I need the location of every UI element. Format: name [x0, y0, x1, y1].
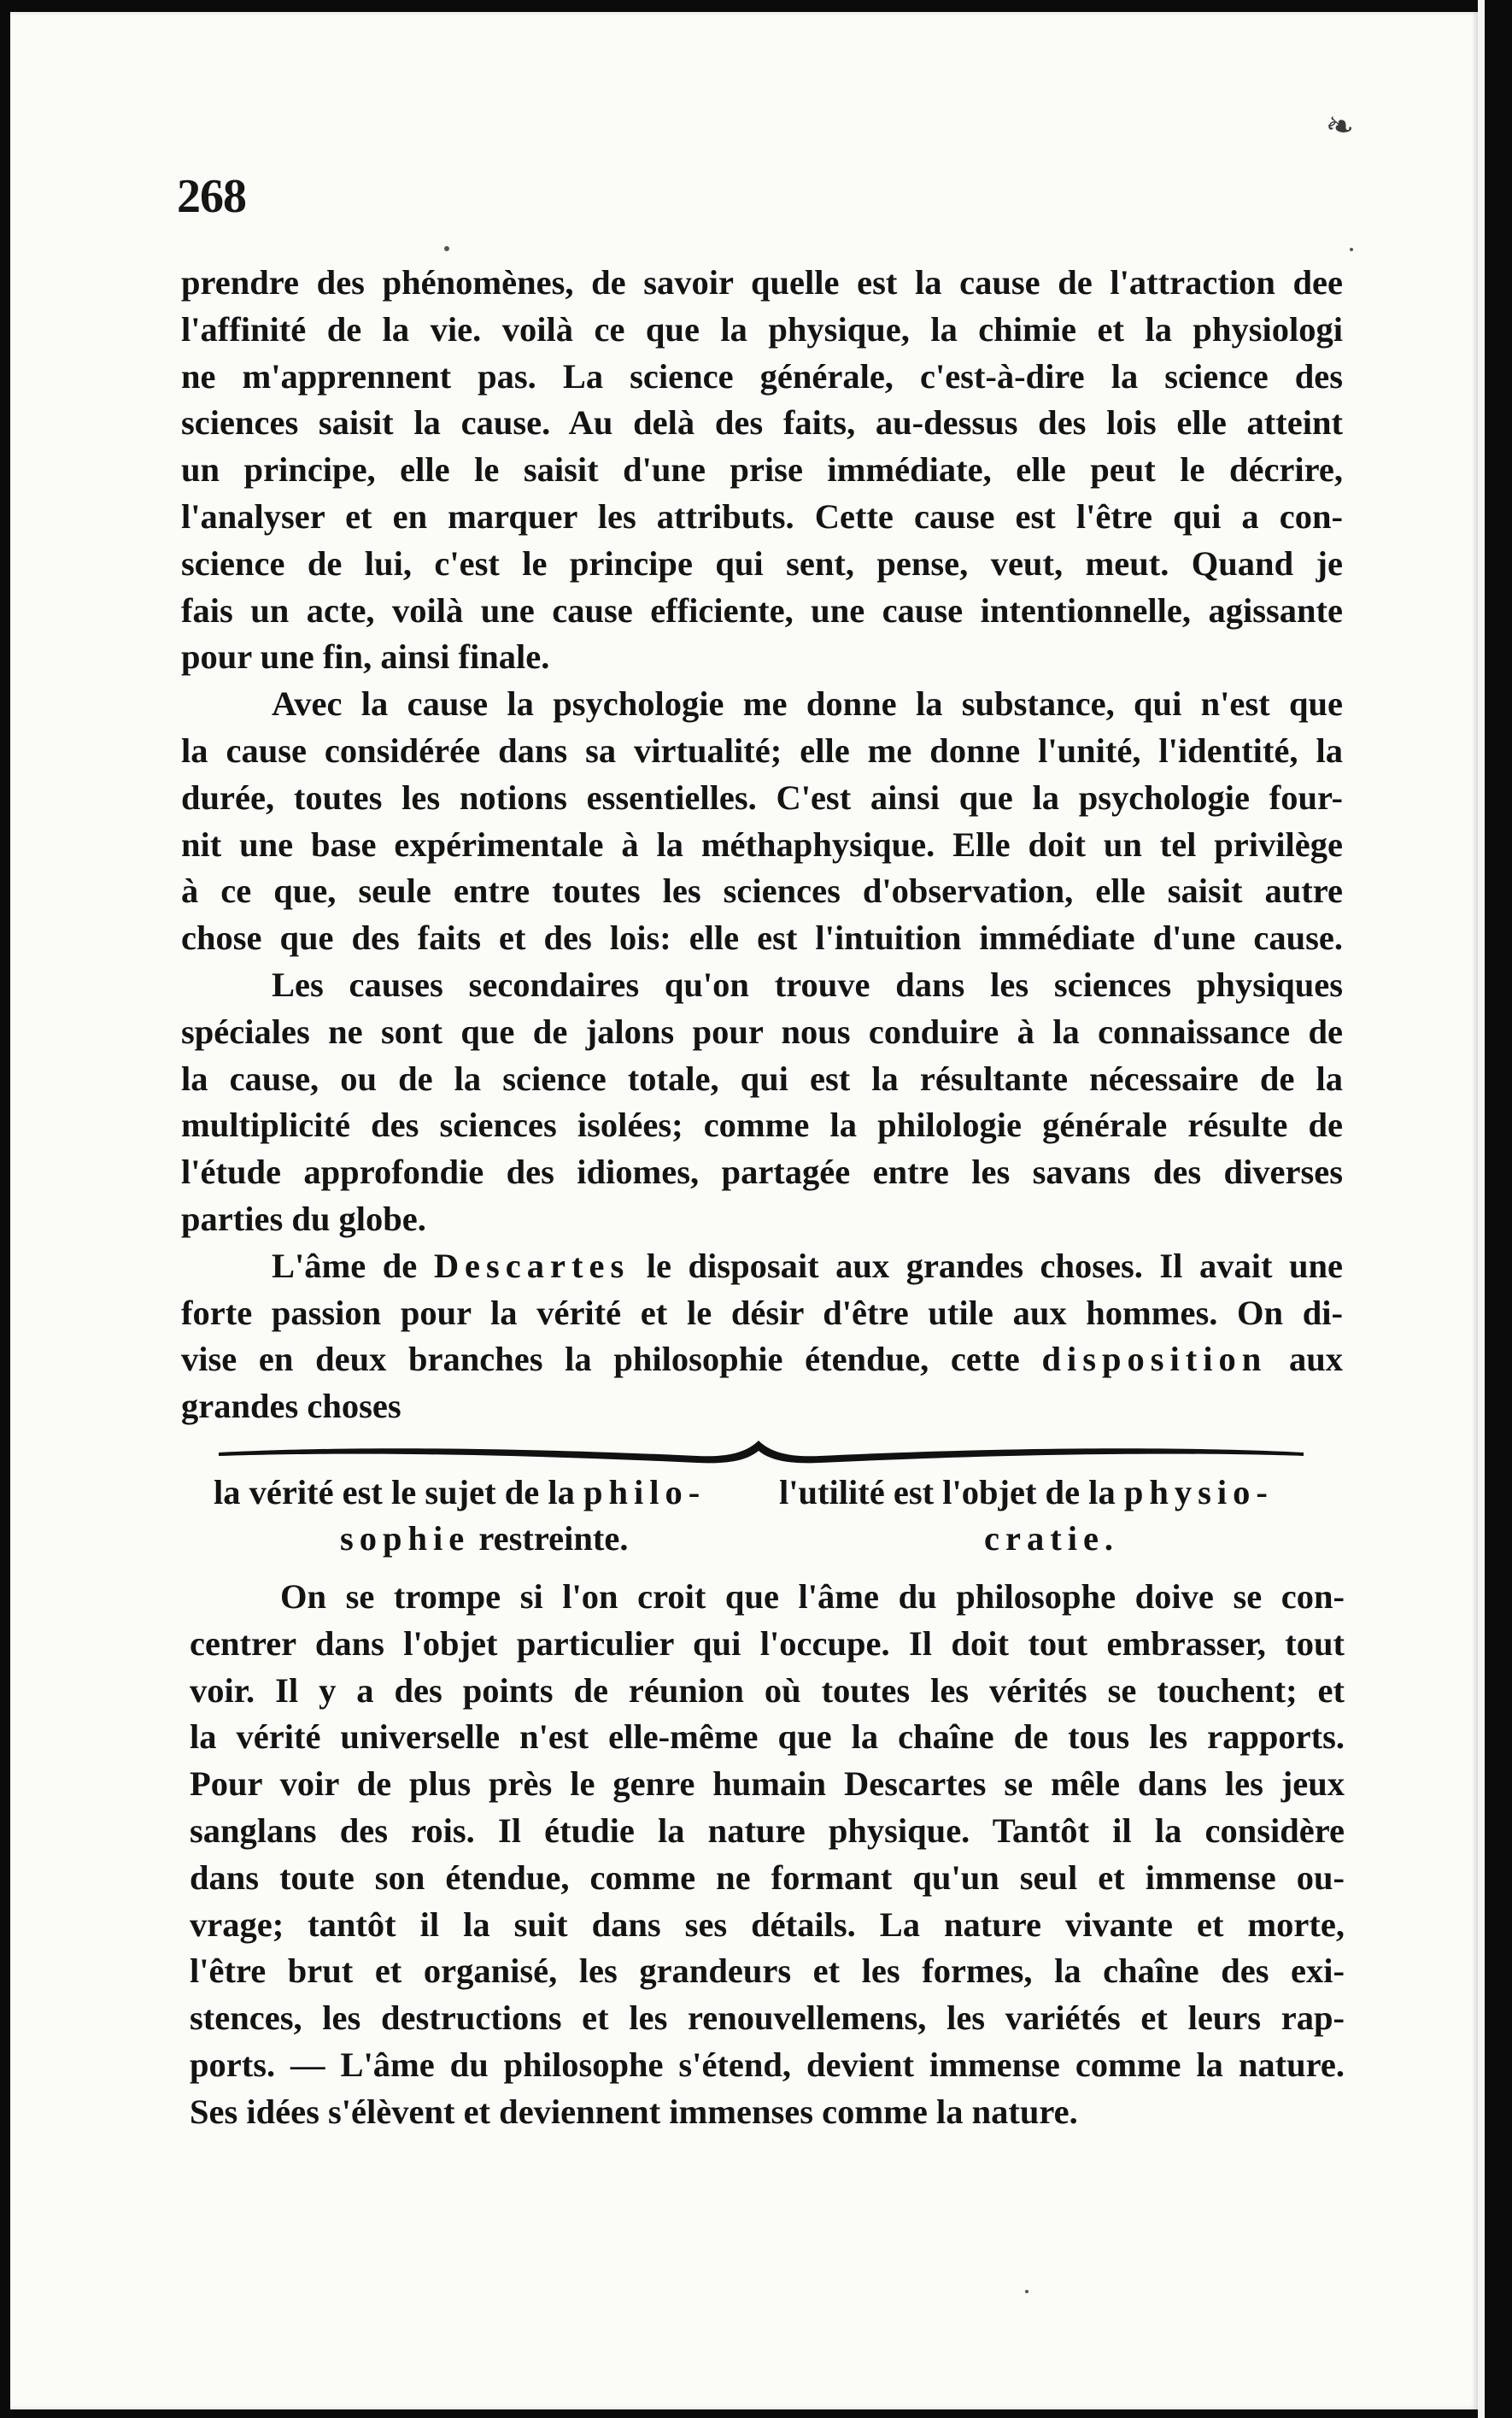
text-line	[779, 1470, 1351, 1516]
paragraph-5	[190, 1574, 1345, 2136]
text-line: prendre des phénomènes, de savoir quelle est la cause de l'attraction dee	[181, 263, 1343, 302]
author-name: Descartes	[433, 1246, 630, 1285]
paragraph-4	[181, 1243, 1343, 1430]
text-line: un principe, elle le saisit d'une prise immédiate, elle peut le décrire,	[181, 450, 1343, 490]
text-line: l'analyser et en marquer les attributs. Cette cause est l'être qui a con-	[181, 496, 1343, 536]
text-line: stences, les destructions et les renouvellemens, les variétés et leurs rap-	[190, 1998, 1345, 2038]
ink-mark: ❧	[1322, 104, 1358, 148]
text-line: nit une base expérimentale à la méthaphysique. Elle doit un tel privilège	[181, 825, 1343, 864]
emphasis: philo-	[583, 1473, 706, 1511]
text-line	[181, 1336, 1343, 1383]
text-line: pour une fin, ainsi finale.	[181, 637, 550, 677]
page-number: 268	[177, 170, 246, 223]
text-fragment: L'âme de	[272, 1246, 434, 1285]
text-line: voir. Il y a des points de réunion où toutes les vérités se touchent; et	[190, 1670, 1345, 1710]
text-fragment: .	[1104, 1519, 1114, 1558]
branch-right	[779, 1470, 1351, 1562]
text-fragment: vise en deux branches la philosophie étendue, cette	[181, 1340, 1042, 1379]
text-line: à ce que, seule entre toutes les sciences d'observation, elle saisit autre	[181, 872, 1343, 911]
text-line: l'étude approfondie des idiomes, partagée entre les savans des diverses	[181, 1153, 1343, 1192]
scan-edge	[1478, 0, 1512, 2418]
text-line: grandes choses	[181, 1387, 401, 1426]
text-line: l'affinité de la vie. voilà ce que la physique, la chimie et la physiologi	[181, 309, 1343, 349]
body-text	[181, 260, 1343, 1430]
text-line: sciences saisit la cause. Au delà des faits, au-dessus des lois elle atteint	[181, 403, 1343, 443]
text-line: science de lui, c'est le principe qui sent, pense, veut, meut. Quand je	[181, 543, 1343, 583]
body-text-2	[190, 1574, 1345, 2136]
paragraph-2	[181, 681, 1343, 962]
speck	[444, 246, 449, 251]
paragraph-3	[181, 962, 1343, 1243]
text-line: On se trompe si l'on croit que l'âme du philosophe doive se con-	[280, 1577, 1345, 1616]
text-fragment: restreinte.	[470, 1519, 629, 1558]
text-fragment: aux	[1267, 1340, 1343, 1379]
branch-left	[214, 1470, 760, 1562]
text-line: parties du globe.	[181, 1199, 426, 1238]
text-line: la cause considérée dans sa virtualité; elle me donne l'unité, l'identité, la	[181, 731, 1343, 770]
text-line: ne m'apprennent pas. La science générale, c'est-à-dire la science des	[181, 356, 1343, 396]
speck	[1025, 2290, 1029, 2293]
branches-columns	[214, 1470, 1350, 1572]
text-line: Pour voir de plus près le genre humain Descartes se mêle dans les jeux	[190, 1764, 1345, 1804]
paragraph-1	[181, 260, 1343, 681]
text-line: la vérité universelle n'est elle-même que la chaîne de tous les rapports.	[190, 1717, 1345, 1757]
text-line: multiplicité des sciences isolées; comme la philologie générale résulte de	[181, 1106, 1343, 1145]
text-fragment: le disposait aux grandes choses. Il avait une	[630, 1246, 1343, 1285]
text-line: l'être brut et organisé, les grandeurs et les formes, la chaîne des exi-	[190, 1951, 1345, 1991]
text-line: spéciales ne sont que de jalons pour nous conduire à la connaissance de	[181, 1012, 1343, 1051]
text-line: durée, toutes les notions essentielles. C'est ainsi que la psychologie four-	[181, 778, 1343, 817]
emphasis: cratie	[984, 1519, 1105, 1558]
text-line: centrer dans l'objet particulier qui l'occupe. Il doit tout embrasser, tout	[190, 1623, 1345, 1663]
emphasis: sophie	[340, 1519, 471, 1558]
text-line	[779, 1516, 1351, 1562]
text-fragment: l'utilité est l'objet de la	[779, 1473, 1124, 1511]
text-line	[214, 1516, 760, 1562]
text-line: la cause, ou de la science totale, qui est la résultante nécessaire de la	[181, 1059, 1343, 1098]
text-line: Les causes secondaires qu'on trouve dans les sciences physiques	[272, 965, 1343, 1004]
text-line: forte passion pour la vérité et le désir d'être utile aux hommes. On di-	[181, 1293, 1343, 1332]
text-line: Avec la cause la psychologie me donne la substance, qui n'est que	[272, 684, 1343, 724]
text-line: sanglans des rois. Il étudie la nature physique. Tantôt il la considère	[190, 1811, 1345, 1850]
emphasis: physio-	[1123, 1473, 1274, 1511]
text-line: ports. — L'âme du philosophe s'étend, devient immense comme la nature.	[190, 2045, 1345, 2084]
speck	[1350, 248, 1353, 251]
emphasis: disposition	[1041, 1340, 1268, 1379]
text-line: fais un acte, voilà une cause efficiente, une cause intentionnelle, agissante	[181, 590, 1343, 630]
text-line: chose que des faits et des lois: elle est l'intuition immédiate d'une cause.	[181, 918, 1343, 958]
text-line	[214, 1470, 760, 1516]
text-line: vrage; tantôt il la suit dans ses détails. La nature vivante et morte,	[190, 1904, 1345, 1944]
text-line: dans toute son étendue, comme ne formant qu'un seul et immense ou-	[190, 1858, 1345, 1897]
text-fragment: la vérité est le sujet de la	[214, 1473, 583, 1511]
text-line: Ses idées s'élèvent et deviennent immenses comme la nature.	[190, 2092, 1078, 2131]
text-line	[181, 1243, 1343, 1290]
